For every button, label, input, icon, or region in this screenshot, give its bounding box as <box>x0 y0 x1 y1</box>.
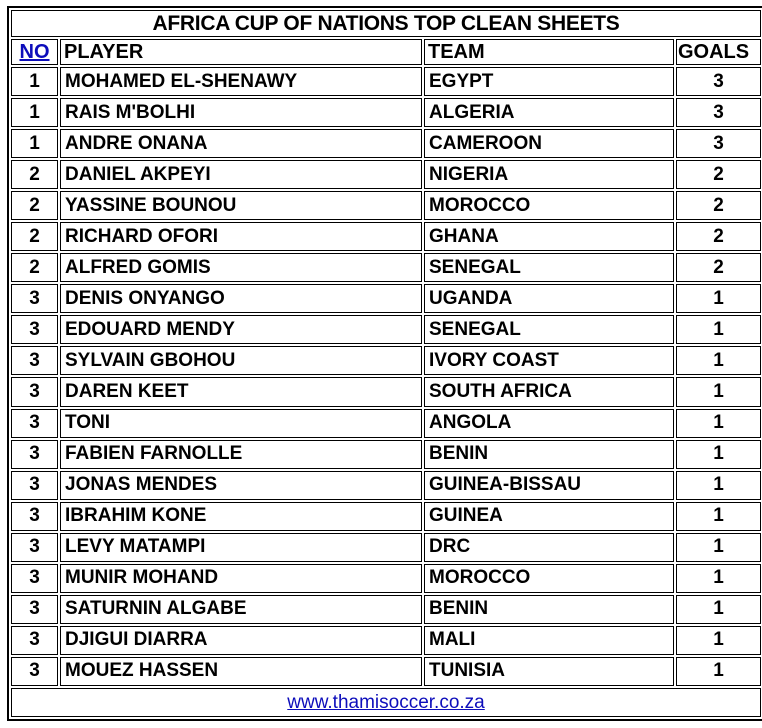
cell-team: NIGERIA <box>424 160 674 189</box>
footer-row <box>11 688 761 717</box>
cell-no: 1 <box>11 67 58 96</box>
table-row <box>11 533 761 562</box>
cell-goals: 1 <box>676 564 761 593</box>
cell-no: 3 <box>11 315 58 344</box>
table-row <box>11 129 761 158</box>
table-foot <box>11 688 761 717</box>
table-row <box>11 471 761 500</box>
cell-no: 1 <box>11 129 58 158</box>
cell-team: GHANA <box>424 222 674 251</box>
cell-no: 3 <box>11 502 58 531</box>
cell-goals: 1 <box>676 502 761 531</box>
cell-team: TUNISIA <box>424 657 674 686</box>
footer-cell <box>11 688 761 717</box>
table-row <box>11 346 761 375</box>
cell-team: EGYPT <box>424 67 674 96</box>
cell-player: EDOUARD MENDY <box>60 315 422 344</box>
cell-no: 3 <box>11 657 58 686</box>
cell-team: MALI <box>424 626 674 655</box>
cell-player: MOUEZ HASSEN <box>60 657 422 686</box>
cell-player: DANIEL AKPEYI <box>60 160 422 189</box>
cell-no: 3 <box>11 471 58 500</box>
cell-player: ALFRED GOMIS <box>60 253 422 282</box>
table-row <box>11 626 761 655</box>
cell-team: MOROCCO <box>424 191 674 220</box>
cell-team: BENIN <box>424 440 674 469</box>
table-row <box>11 222 761 251</box>
cell-goals: 1 <box>676 626 761 655</box>
cell-goals: 2 <box>676 253 761 282</box>
cell-no: 3 <box>11 409 58 438</box>
table-row <box>11 502 761 531</box>
cell-no: 3 <box>11 626 58 655</box>
cell-goals: 1 <box>676 533 761 562</box>
cell-team: DRC <box>424 533 674 562</box>
cell-team: ALGERIA <box>424 98 674 127</box>
table-row <box>11 284 761 313</box>
table-row <box>11 160 761 189</box>
cell-team: IVORY COAST <box>424 346 674 375</box>
cell-player: LEVY MATAMPI <box>60 533 422 562</box>
cell-player: MUNIR MOHAND <box>60 564 422 593</box>
table-row <box>11 440 761 469</box>
cell-no: 2 <box>11 191 58 220</box>
cell-no: 3 <box>11 440 58 469</box>
cell-goals: 3 <box>676 129 761 158</box>
cell-player: RICHARD OFORI <box>60 222 422 251</box>
table-row <box>11 191 761 220</box>
cell-player: DENIS ONYANGO <box>60 284 422 313</box>
cell-goals: 2 <box>676 222 761 251</box>
cell-player: DJIGUI DIARRA <box>60 626 422 655</box>
cell-goals: 1 <box>676 409 761 438</box>
title-row <box>11 10 761 37</box>
cell-player: SATURNIN ALGABE <box>60 595 422 624</box>
cell-goals: 3 <box>676 67 761 96</box>
cell-no: 3 <box>11 346 58 375</box>
cell-team: CAMEROON <box>424 129 674 158</box>
cell-goals: 3 <box>676 98 761 127</box>
cell-goals: 1 <box>676 315 761 344</box>
table-row <box>11 67 761 96</box>
cell-team: SOUTH AFRICA <box>424 377 674 406</box>
cell-player: DAREN KEET <box>60 377 422 406</box>
cell-team: GUINEA <box>424 502 674 531</box>
cell-no: 3 <box>11 284 58 313</box>
table-row <box>11 315 761 344</box>
cell-player: IBRAHIM KONE <box>60 502 422 531</box>
cell-team: SENEGAL <box>424 315 674 344</box>
cell-team: MOROCCO <box>424 564 674 593</box>
cell-goals: 1 <box>676 471 761 500</box>
table-row <box>11 98 761 127</box>
table-row <box>11 564 761 593</box>
cell-player: FABIEN FARNOLLE <box>60 440 422 469</box>
table-row <box>11 253 761 282</box>
cell-team: GUINEA-BISSAU <box>424 471 674 500</box>
cell-goals: 2 <box>676 191 761 220</box>
cell-goals: 1 <box>676 657 761 686</box>
table-head <box>11 10 761 65</box>
cell-goals: 1 <box>676 284 761 313</box>
cell-team: UGANDA <box>424 284 674 313</box>
cell-player: JONAS MENDES <box>60 471 422 500</box>
table-row <box>11 595 761 624</box>
cell-player: SYLVAIN GBOHOU <box>60 346 422 375</box>
cell-team: BENIN <box>424 595 674 624</box>
table-title: AFRICA CUP OF NATIONS TOP CLEAN SHEETS <box>11 10 761 37</box>
cell-no: 3 <box>11 533 58 562</box>
cell-goals: 1 <box>676 377 761 406</box>
cell-player: TONI <box>60 409 422 438</box>
cell-goals: 1 <box>676 440 761 469</box>
header-row <box>11 39 761 65</box>
website-link[interactable]: www.thamisoccer.co.za <box>287 691 485 713</box>
column-header-no[interactable]: NO <box>11 39 58 65</box>
column-header-goals: GOALS <box>676 39 761 65</box>
cell-no: 2 <box>11 222 58 251</box>
cell-no: 3 <box>11 564 58 593</box>
cell-no: 3 <box>11 377 58 406</box>
cell-team: ANGOLA <box>424 409 674 438</box>
table-row <box>11 657 761 686</box>
cell-goals: 1 <box>676 595 761 624</box>
cell-no: 1 <box>11 98 58 127</box>
table-row <box>11 377 761 406</box>
cell-no: 2 <box>11 253 58 282</box>
cell-goals: 2 <box>676 160 761 189</box>
cell-team: SENEGAL <box>424 253 674 282</box>
cell-no: 2 <box>11 160 58 189</box>
cell-player: RAIS M'BOLHI <box>60 98 422 127</box>
cell-no: 3 <box>11 595 58 624</box>
cell-player: MOHAMED EL-SHENAWY <box>60 67 422 96</box>
clean-sheets-table <box>7 6 762 721</box>
column-header-player: PLAYER <box>60 39 422 65</box>
cell-player: YASSINE BOUNOU <box>60 191 422 220</box>
cell-goals: 1 <box>676 346 761 375</box>
table-row <box>11 409 761 438</box>
column-header-team: TEAM <box>424 39 674 65</box>
cell-player: ANDRE ONANA <box>60 129 422 158</box>
table-body <box>11 67 761 686</box>
